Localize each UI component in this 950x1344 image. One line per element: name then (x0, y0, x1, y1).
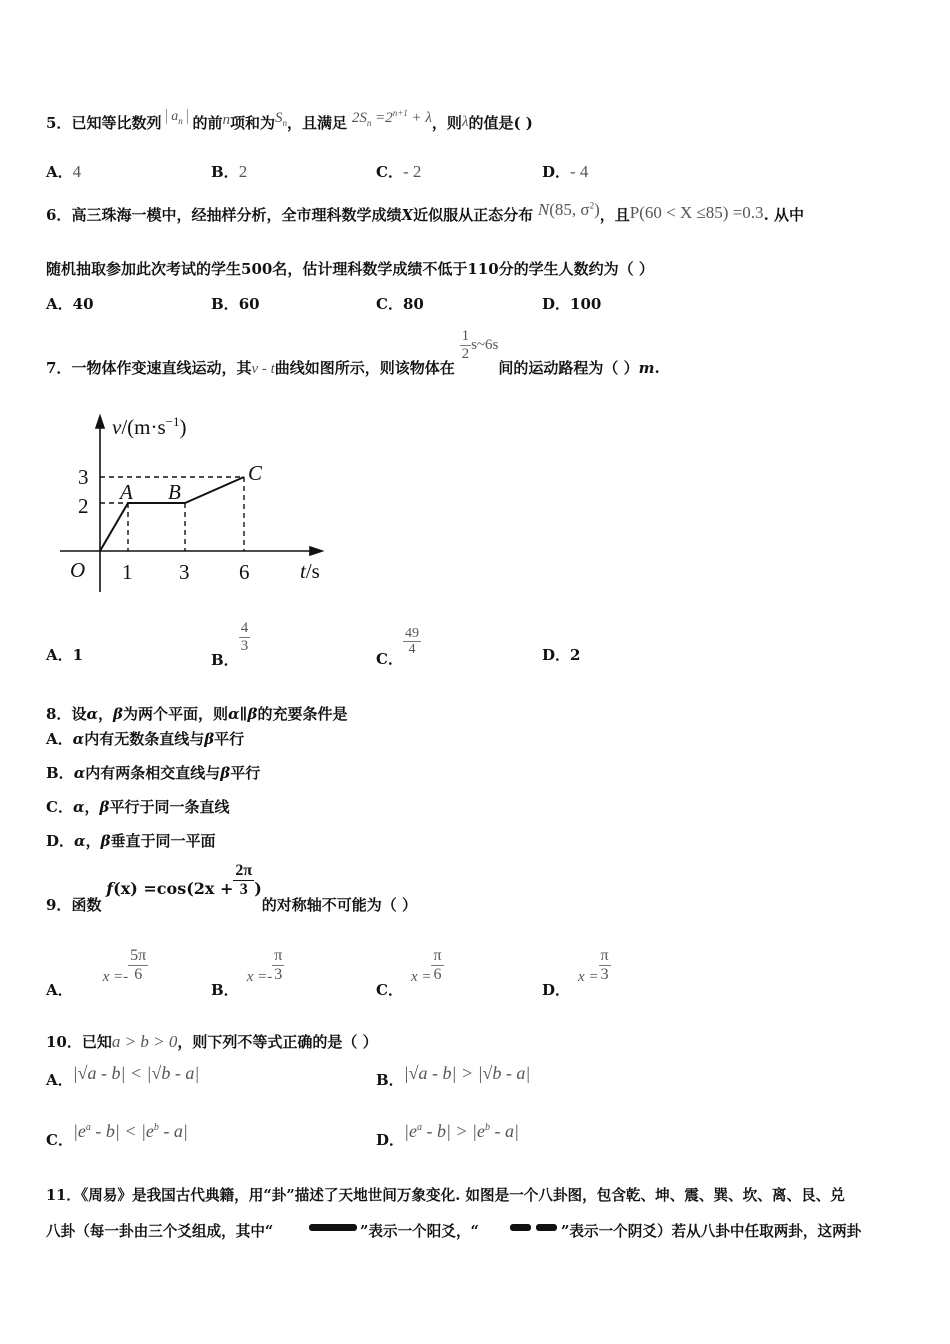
x-tick-3: 3 (179, 560, 190, 584)
q6-option-b[interactable]: B．60 (211, 295, 260, 313)
q6-option-a[interactable]: A．40 (46, 295, 94, 313)
q11-line2c: ”表示一个阴爻）若从八卦中任取两卦，这两卦 (561, 1223, 862, 1240)
point-a-label: A (120, 480, 133, 504)
x-axis-arrow (310, 547, 322, 555)
q7-stem: 7．一物体作变速直线运动，其v - t曲线如图所示，则该物体在 $\frac{1}{2}$ s~6s间的运动路程为（ ）m. (46, 328, 660, 377)
y-tick-3: 3 (78, 465, 89, 489)
q5-option-a[interactable]: A．4 (46, 162, 82, 181)
q9-stem: 9．函数 f(x) =cos(2x + $\frac{2\pi}{3}$ )的对称轴不可能为（ ） (46, 862, 417, 915)
origin-label: O (70, 558, 86, 582)
q6-stem-line2: 随机抽取参加此次考试的学生500名，估计理科数学成绩不低于110分的学生人数约为（ ） (46, 260, 654, 278)
normal-dist: N(85, $\sigma^2$) (537, 200, 600, 219)
q6-option-d[interactable]: D．100 (542, 295, 602, 313)
q5-option-b[interactable]: B．2 (211, 162, 248, 181)
q8-stem: 8．设α，β为两个平面，则α∥β的充要条件是 (46, 705, 348, 723)
yin-line-left-icon (510, 1224, 531, 1231)
y-tick-2: 2 (78, 494, 89, 518)
q5-equation: $2S_n =2^{n+1} + \lambda$ (351, 108, 432, 128)
q8-option-a[interactable]: A．α内有无数条直线与β平行 (46, 730, 245, 748)
q10-option-c[interactable]: C．$|e^a - b| < |e^b - a|$ (46, 1121, 188, 1149)
q6-stem-line1: 6．高三珠海一模中，经抽样分析，全市理科数学成绩X近似服从正态分布 N(85, $\sigma^2$)，且P(60 < X ≤85) =0.3. 从中 (46, 200, 805, 224)
q7-option-b[interactable]: B． $\frac{4}{3}$ (211, 620, 249, 669)
q10-option-d[interactable]: D．$|e^a - b| > |e^b - a|$ (376, 1121, 519, 1149)
q9-option-c[interactable]: C．x = $\frac{\pi}{6}$ (376, 947, 442, 1000)
q10-stem: 10．已知a > b > 0，则下列不等式正确的是（ ） (46, 1032, 378, 1051)
q9-function: f(x) =cos(2x + (106, 879, 234, 899)
q7-option-c[interactable]: C． $\frac{49}{4}$ (376, 626, 419, 668)
q7-fraction: $\frac{1}{2}$ (461, 328, 470, 362)
q11-line2a: 八卦（每一卦由三个爻组成，其中“ (46, 1223, 274, 1240)
point-b-label: B (168, 480, 181, 504)
q5-stem: 5．已知等比数列 $a_n$ 的前n项和为$S_n$，且满足 $2S_n =2^{n+1} + \lambda$，则λ的值是( ) (46, 108, 533, 132)
q5-option-d[interactable]: D．- 4 (542, 162, 589, 181)
q7-option-d[interactable]: D．2 (542, 646, 581, 664)
q8-option-c[interactable]: C．α，β平行于同一条直线 (46, 798, 230, 816)
q11-line1: 11．《周易》是我国古代典籍，用“卦”描述了天地世间万象变化. 如图是一个八卦图，包含乾、坤、震、巽、坎、离、艮、兑 (46, 1187, 845, 1204)
seq-symbol: $a_n$ (166, 109, 188, 124)
q10-option-b[interactable]: B．|√a - b| > |√b - a| (376, 1063, 531, 1089)
vt-graph (50, 410, 340, 600)
x-axis-label: t/s (300, 559, 320, 583)
q6-option-c[interactable]: C．80 (376, 295, 424, 313)
yang-line-icon (309, 1224, 357, 1231)
yin-line-right-icon (536, 1224, 557, 1231)
y-axis-arrow (96, 416, 104, 428)
q10-option-a[interactable]: A．|√a - b| < |√b - a| (46, 1063, 200, 1089)
q8-option-d[interactable]: D．α，β垂直于同一平面 (46, 832, 216, 850)
q9-option-d[interactable]: D．x = $\frac{\pi}{3}$ (542, 947, 609, 1000)
q9-option-b[interactable]: B．x =- $\frac{\pi}{3}$ (211, 947, 283, 1000)
q5-option-c[interactable]: C．- 2 (376, 162, 422, 181)
q11-line2b: ”表示一个阳爻，“ (360, 1223, 479, 1240)
y-axis-label: $v/(m\cdot s^{-1})$ (112, 414, 187, 439)
q9-option-a[interactable]: A．x =- $\frac{5\pi}{6}$ (46, 947, 147, 1000)
q7-option-a[interactable]: A．1 (46, 646, 84, 664)
q8-option-b[interactable]: B．α内有两条相交直线与β平行 (46, 764, 261, 782)
point-c-label: C (248, 461, 263, 485)
x-tick-1: 1 (122, 560, 133, 584)
x-tick-6: 6 (239, 560, 250, 584)
